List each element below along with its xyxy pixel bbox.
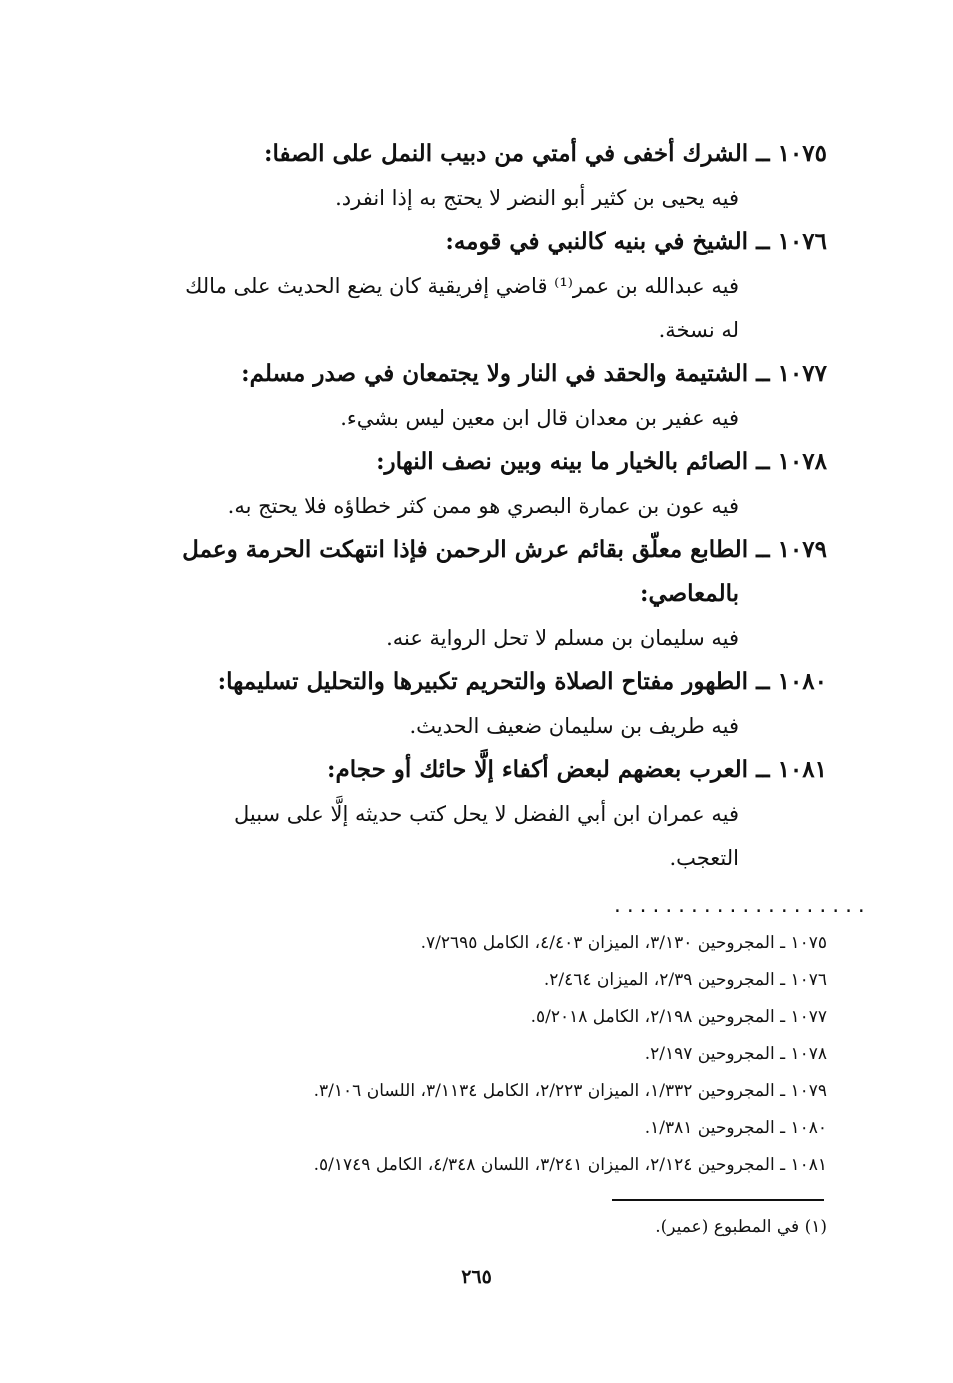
references-list [130, 925, 827, 1184]
entry-1080 [132, 660, 827, 748]
entry-heading: ١٠٧٨ ــ الصائم بالخيار ما بينه وبين نصف النهار: [376, 448, 827, 475]
entry-1081 [132, 748, 827, 880]
entry-1078 [132, 440, 827, 528]
section-separator-dots: .................... [612, 896, 869, 917]
entry-heading: ١٠٨٠ ــ الطهور مفتاح الصلاة والتحريم تكبيرها والتحليل تسليمها: [217, 668, 827, 695]
entry-heading: ١٠٧٥ ــ الشرك أخفى في أمتي من دبيب النمل على الصفا: [264, 140, 827, 167]
entry-heading: ١٠٧٩ ــ الطابع معلّق بقائم عرش الرحمن فإذا انتهكت الحرمة وعمل [182, 536, 827, 563]
entry-commentary: فيه عون بن عمارة البصري هو ممن كثر خطاؤه فلا يحتج به. [227, 494, 739, 518]
footnote: (١) في المطبوع (عمير). [655, 1217, 827, 1237]
entry-heading: ١٠٧٦ ــ الشيخ في بنيه كالنبي في قومه: [445, 228, 827, 255]
reference-line: ١٠٧٩ ـ المجروحين ١/٣٣٢، الميزان ٢/٢٢٣، الكامل ٣/١١٣٤، اللسان ٣/١٠٦. [313, 1081, 827, 1101]
entry-commentary [128, 264, 827, 308]
footnote-rule [612, 1199, 824, 1201]
entry-commentary-continuation: له نسخة. [658, 318, 739, 342]
entry-commentary: فيه سليمان بن مسلم لا تحل الرواية عنه. [386, 626, 739, 650]
page-number: ٢٦٥ [461, 1266, 492, 1288]
entry-heading-continuation: بالمعاصي: [639, 580, 739, 607]
reference-line: ١٠٨١ ـ المجروحين ٢/١٢٤، الميزان ٣/٢٤١، اللسان ٤/٣٤٨، الكامل ٥/١٧٤٩. [313, 1155, 827, 1175]
reference-line: ١٠٧٧ ـ المجروحين ٢/١٩٨، الكامل ٥/٢٠١٨. [530, 1007, 827, 1027]
reference-line: ١٠٧٦ ـ المجروحين ٢/٣٩، الميزان ٢/٤٦٤. [543, 970, 827, 990]
entry-1076 [132, 220, 827, 352]
entry-heading: ١٠٨١ ــ العرب بعضهم لبعض أكفاء إلَّا حائك أو حجام: [327, 756, 827, 783]
entry-commentary-continuation: التعجب. [669, 846, 739, 870]
entry-1079 [132, 528, 827, 660]
entry-1075 [132, 132, 827, 220]
reference-line: ١٠٨٠ ـ المجروحين ١/٣٨١. [644, 1118, 827, 1138]
reference-line: ١٠٧٨ ـ المجروحين ٢/١٩٧. [644, 1044, 827, 1064]
entry-commentary: فيه عمران ابن أبي الفضل لا يحل كتب حديثه إلَّا على سبيل [233, 802, 739, 826]
reference-line: ١٠٧٥ ـ المجروحين ٣/١٣٠، الميزان ٤/٤٠٣، الكامل ٧/٢٦٩٥. [420, 933, 827, 953]
entry-commentary: فيه عفير بن معدان قال ابن معين ليس بشيء. [340, 406, 739, 430]
entry-1077 [132, 352, 827, 440]
entry-heading: ١٠٧٧ ــ الشتيمة والحقد في النار ولا يجتمعان في صدر مسلم: [241, 360, 827, 387]
hadith-entries [132, 132, 827, 880]
entry-commentary: فيه طريف بن سليمان ضعيف الحديث. [409, 714, 739, 738]
entry-commentary-text: فيه عبدالله بن عمر⁽¹⁾ قاضي إفريقية كان يضع الحديث على مالك [185, 274, 739, 298]
entry-commentary: فيه يحيى بن كثير أبو النضر لا يحتج به إذا انفرد. [335, 186, 739, 210]
